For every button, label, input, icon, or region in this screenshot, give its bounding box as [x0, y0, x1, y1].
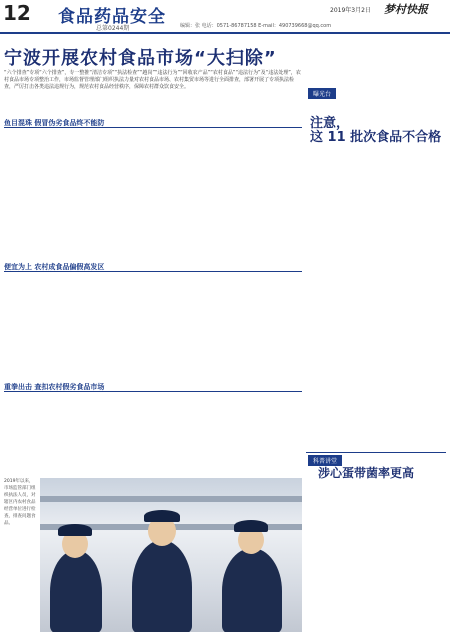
inspector-figure [222, 548, 282, 632]
inspector-figure [132, 540, 192, 632]
article-col-7 [155, 395, 300, 463]
sidebar-box [304, 86, 450, 426]
sidebar-col-2 [382, 146, 448, 422]
article-col-5 [206, 275, 300, 365]
bottom-col-1 [308, 482, 376, 632]
subhead-2: 便宜为上 农村成食品偏假高发区 [4, 263, 105, 271]
article-col-4 [104, 275, 198, 365]
issue-date: 2019年3月2日 [330, 7, 371, 14]
inspector-cap [234, 520, 268, 532]
sidebar-title-line1: 注意， [310, 116, 350, 131]
subhead-1-rule [4, 127, 302, 128]
page-number: 12 [3, 1, 31, 25]
article-col-1 [4, 131, 149, 251]
newspaper-brand: 梦村快报 [384, 3, 428, 16]
inspector-cap [58, 524, 92, 536]
main-headline: 宁波开展农村食品市场“大扫除” [4, 48, 277, 69]
inspector-cap [144, 510, 180, 522]
article-col-3 [4, 275, 98, 365]
science-tag: 科普讲堂 [308, 455, 342, 466]
subhead-1: 鱼目混珠 假冒伪劣食品终不能防 [4, 119, 105, 127]
bottom-headline: 涉心蛋带菌率更高 [318, 466, 415, 480]
masthead-rule [0, 32, 450, 34]
photo-caption: 2019年以来，市场监管部门组织执法人员，对辖区内农村食品经营单位进行检查，排查问题食品。 [4, 479, 36, 526]
sidebar-col-1 [310, 146, 376, 422]
lead-paragraph: “六个排查”专项“六个排查”，专一整推“清洁专项”“执法检查”“越岗”“违法行为”“回收农产品”“农村食品”“违法行为”及“违法处理”，农村食品市场专项整治工作，市场监督管理部门组织执法力量对农村食品市场、农村集贸市场等进行全面排查，部署开展了专项执法检查，严厉打击各类违法违规行为，规范农村食品经营秩序，保障农村群众饮食安全。 [4, 70, 301, 90]
section-title: 食品药品安全 [58, 7, 166, 27]
inspector-figure [50, 550, 102, 632]
article-col-6 [4, 395, 149, 463]
subhead-3: 重拳出击 查扣农村假劣食品市场 [4, 383, 105, 391]
edition-line: 总第0244期 [96, 25, 130, 32]
subhead-3-rule [4, 391, 302, 392]
sidebar-tag: 曝光台 [308, 88, 336, 99]
masthead [0, 0, 450, 32]
shelf [40, 496, 302, 502]
bottom-col-2 [380, 482, 448, 632]
bottom-rule [306, 452, 446, 453]
sidebar-title-line2: 这 11 批次食品不合格 [310, 130, 442, 145]
article-col-2 [155, 131, 300, 251]
news-photo [40, 478, 302, 632]
subhead-2-rule [4, 271, 302, 272]
edit-info: 编辑：张 电话：0571-86787158 E-mail：490739668@qq.com [180, 23, 332, 29]
